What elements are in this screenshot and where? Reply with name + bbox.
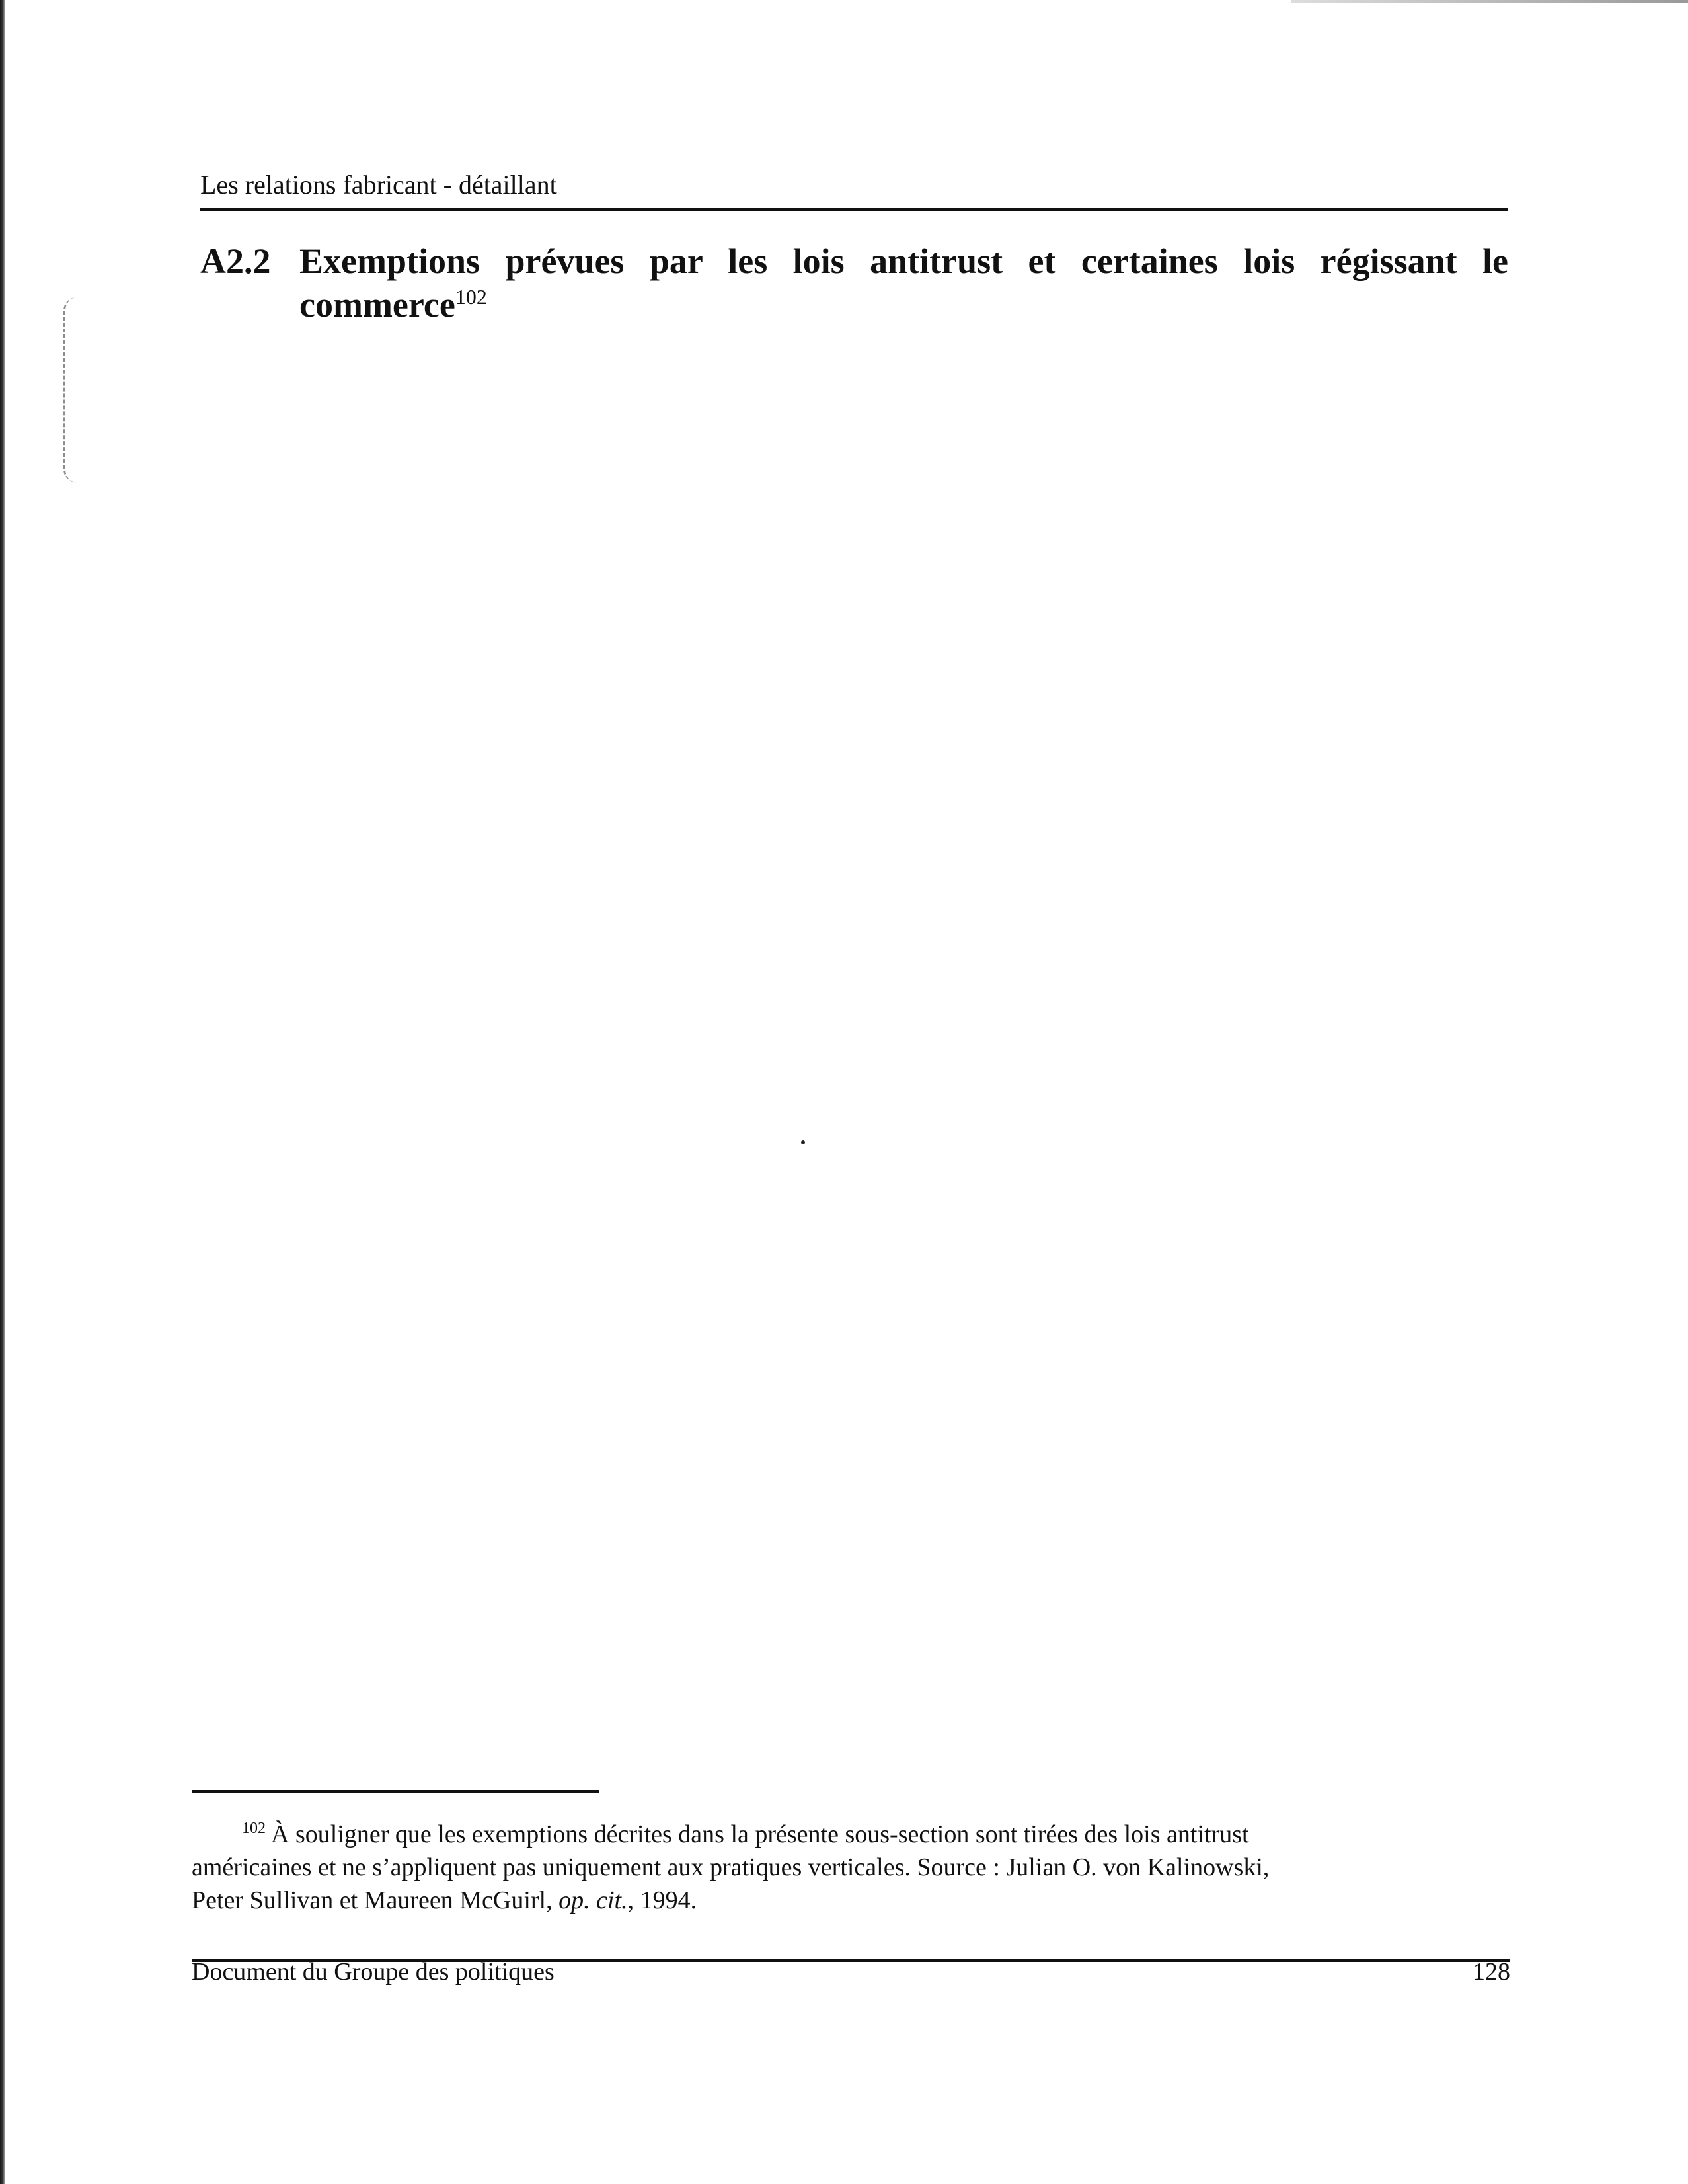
scan-binding-mark [63, 297, 92, 483]
header-rule [200, 208, 1508, 211]
footnote-number: 102 [242, 1820, 266, 1838]
section-number: A2.2 [200, 241, 271, 281]
footnote-reference[interactable]: 102 [455, 285, 487, 309]
footnote-citation-italic: op. cit. [558, 1887, 628, 1914]
scan-top-edge [1291, 0, 1688, 3]
footnote-line-3-pre: Peter Sullivan et Maureen McGuirl, [192, 1887, 559, 1914]
footnote-line-2: américaines et ne s’appliquent pas uniquement aux pratiques verticales. Source : Julian O. von Kalinowski, [192, 1853, 1270, 1881]
footnote-line-3-post: , 1994. [627, 1887, 697, 1914]
footnote-line-1-text: À souligner que les exemptions décrites dans la présente sous-section sont tirées des lois antitrust [271, 1820, 1249, 1848]
running-header: Les relations fabricant - détaillant [200, 170, 557, 200]
scan-speck [801, 1140, 805, 1144]
footnote [192, 1818, 1487, 1917]
page-number: 128 [1473, 1958, 1510, 1986]
section-title-text: Exemptions prévues par les lois antitrust et certaines lois régissant le commerce [299, 241, 1508, 325]
footnote-line-1 [192, 1818, 1487, 1851]
footnote-line-3 [192, 1884, 1487, 1917]
footer-document-label: Document du Groupe des politiques [192, 1958, 555, 1986]
scan-binding-edge [0, 0, 5, 2184]
section-title [299, 239, 1508, 327]
footnote-rule [192, 1790, 599, 1793]
